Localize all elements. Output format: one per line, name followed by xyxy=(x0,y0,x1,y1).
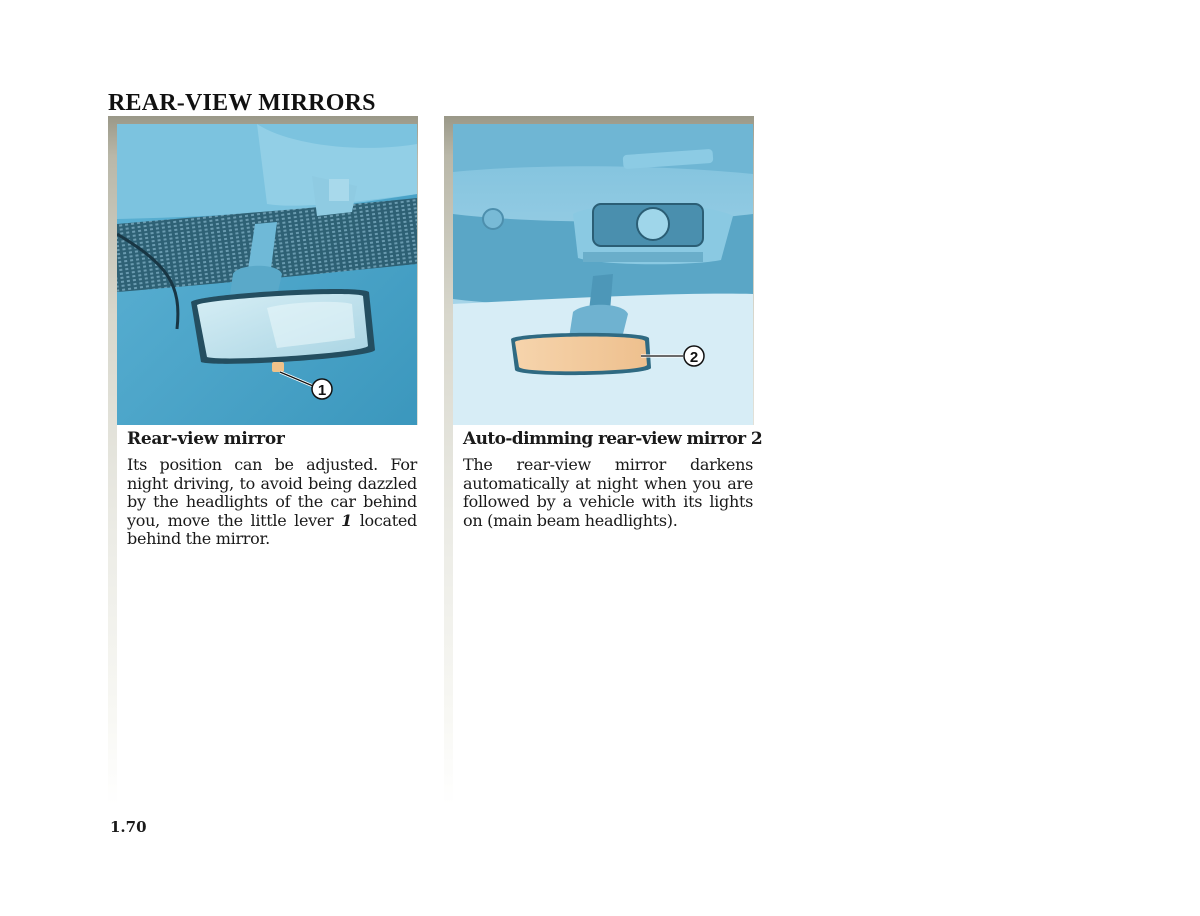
callout-2-label: 2 xyxy=(689,349,699,366)
left-column xyxy=(108,116,418,806)
manual-mirror-photo xyxy=(117,124,418,425)
lever-reference: 1 xyxy=(341,510,352,530)
auto-dimming-mirror-photo xyxy=(453,124,754,425)
auto-dimming-mirror-body: The rear-view mirror darkens automatically at night when you are followed by a vehicle with its lights on (main beam headlights). xyxy=(463,455,753,530)
body-text-part: located behind the mirror. xyxy=(127,510,417,548)
rear-view-mirror-body xyxy=(127,456,417,549)
rear-view-mirror-heading: Rear-view mirror xyxy=(127,429,285,449)
auto-dimming-mirror-heading: Auto-dimming rear-view mirror 2 xyxy=(463,429,763,449)
right-column xyxy=(444,116,763,806)
page-number: 1.70 xyxy=(110,818,147,836)
left-text-panel xyxy=(117,425,418,806)
body-text-part: Its position can be adjusted. For night driving, to avoid being dazzled by the headlights of the car behind you, move the little lever xyxy=(127,455,417,530)
right-text-panel xyxy=(453,425,763,806)
callout-1-label: 1 xyxy=(317,382,327,399)
page-title: REAR-VIEW MIRRORS xyxy=(108,90,376,117)
